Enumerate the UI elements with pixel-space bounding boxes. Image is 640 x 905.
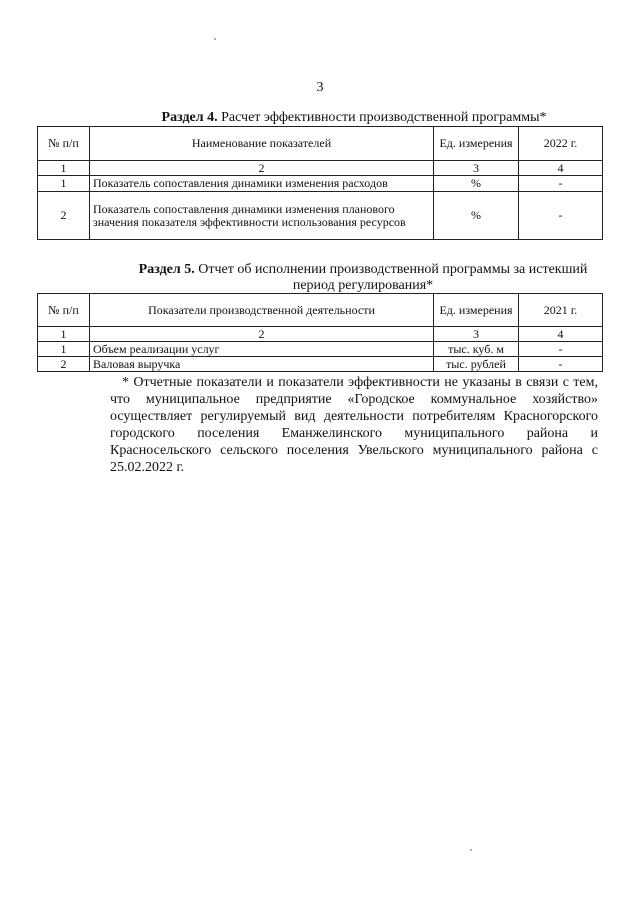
numbering-cell: 4	[519, 161, 603, 176]
table-row	[38, 357, 603, 372]
numbering-cell: 1	[38, 161, 90, 176]
page-number: 3	[316, 80, 324, 95]
row-unit: тыс. куб. м	[434, 342, 519, 357]
row-unit: %	[434, 176, 519, 192]
numbering-cell: 3	[434, 327, 519, 342]
table-numbering-row	[38, 161, 603, 176]
row-number: 2	[38, 192, 90, 240]
numbering-cell: 1	[38, 327, 90, 342]
section4-title-bold: Раздел 4.	[161, 110, 218, 125]
numbering-cell: 2	[90, 161, 434, 176]
numbering-cell: 4	[519, 327, 603, 342]
header-cell: № п/п	[38, 127, 90, 161]
table-row	[38, 176, 603, 192]
section5-table	[37, 293, 603, 372]
header-cell: Ед. измерения	[434, 294, 519, 327]
section4-title-text: Расчет эффективности производственной программы*	[217, 110, 547, 125]
row-name: Показатель сопоставления динамики изменения расходов	[90, 176, 434, 192]
header-cell: 2021 г.	[519, 294, 603, 327]
numbering-cell: 3	[434, 161, 519, 176]
row-name: Показатель сопоставления динамики изменения планового значения показателя эффективности использования ресурсов	[90, 192, 434, 240]
header-cell: 2022 г.	[519, 127, 603, 161]
row-value: -	[519, 176, 603, 192]
row-unit: %	[434, 192, 519, 240]
row-unit: тыс. рублей	[434, 357, 519, 372]
row-value: -	[519, 192, 603, 240]
footnote-text: * Отчетные показатели и показатели эффективности не указаны в связи с тем, что муниципальное предприятие «Городское коммунальное хозяйство» осуществляет регулируемый вид деятельности потребителям Красногорского городского поселения Еманжелинского муниципального района и Красносельского сельского поселения Увельского муниципального района с 25.02.2022 г.	[110, 375, 598, 475]
section4-title	[110, 110, 598, 126]
row-number: 1	[38, 176, 90, 192]
header-cell: Наименование показателей	[90, 127, 434, 161]
table-numbering-row	[38, 327, 603, 342]
scan-speck	[214, 38, 216, 40]
header-cell: Показатели производственной деятельности	[90, 294, 434, 327]
table-row	[38, 192, 603, 240]
row-name: Объем реализации услуг	[90, 342, 434, 357]
row-value: -	[519, 342, 603, 357]
table-row	[38, 342, 603, 357]
section4-table	[37, 126, 603, 240]
row-value: -	[519, 357, 603, 372]
footnote	[110, 374, 598, 476]
section5-title	[125, 262, 601, 294]
table-header-row	[38, 127, 603, 161]
row-number: 2	[38, 357, 90, 372]
row-number: 1	[38, 342, 90, 357]
row-name: Валовая выручка	[90, 357, 434, 372]
scan-speck	[470, 849, 472, 851]
section5-title-text: Отчет об исполнении производственной программы за истекший период регулирования*	[194, 262, 588, 293]
table-header-row	[38, 294, 603, 327]
header-cell: Ед. измерения	[434, 127, 519, 161]
header-cell: № п/п	[38, 294, 90, 327]
numbering-cell: 2	[90, 327, 434, 342]
section5-title-bold: Раздел 5.	[138, 262, 195, 277]
